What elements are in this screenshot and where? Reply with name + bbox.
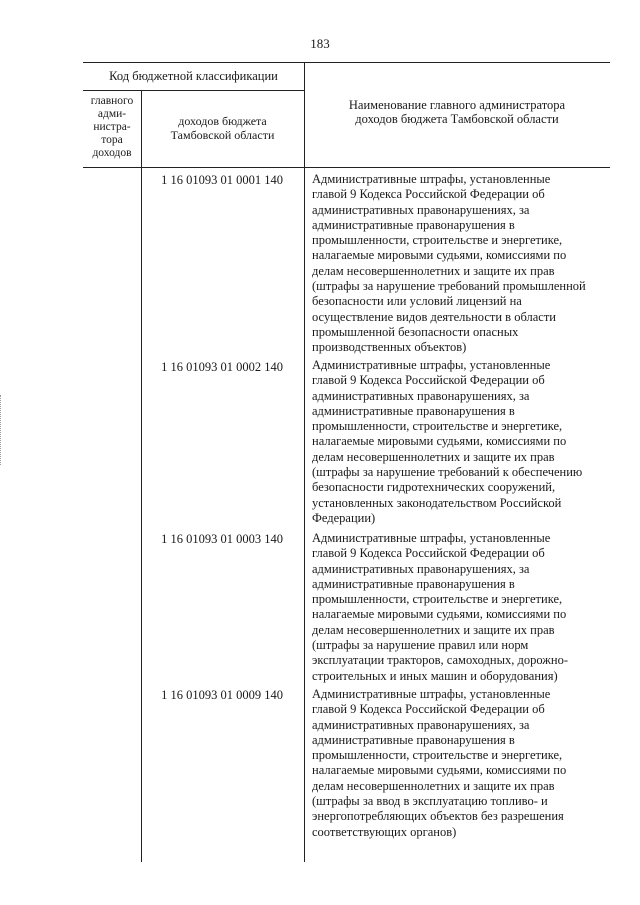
header-administrator-name: Наименование главного администратора доходов бюджета Тамбовской области: [348, 98, 566, 126]
header-group-title: Код бюджетной классификации: [109, 69, 278, 83]
revenue-code: 1 16 01093 01 0009 140: [161, 688, 283, 702]
header-admin-code: главного адми- нистра- тора доходов: [90, 95, 134, 159]
admin-column-divider: [141, 90, 142, 862]
margin-mark: [0, 395, 4, 465]
name-column-divider: [304, 62, 305, 862]
administrator-name: Административные штрафы, установленные главой 9 Кодекса Российской Федерации об административных правонарушениях, за административные правонарушения в промышленности, строительстве и энергетике, налагаемые мировыми судьями, комиссиями по делам несовершеннолетних и защите их прав (штрафы за нарушение правил или норм эксплуатации тракторов, самоходных, дорожно- строительных и иных машин и оборудования): [312, 531, 569, 683]
budget-code-table: [83, 62, 610, 862]
administrator-name: Административные штрафы, установленные главой 9 Кодекса Российской Федерации об административных правонарушениях, за административные правонарушения в промышленности, строительстве и энергетике, налагаемые мировыми судьями, комиссиями по делам несовершеннолетних и защите их прав (штрафы за ввод в эксплуатацию топливо- и энергопотребляющих объектов без разрешения соответствующих органов): [312, 687, 567, 839]
group-header-rule: [83, 90, 304, 91]
revenue-code: 1 16 01093 01 0003 140: [161, 532, 283, 546]
table-top-rule: [83, 62, 610, 63]
administrator-name: Административные штрафы, установленные главой 9 Кодекса Российской Федерации об административных правонарушениях, за административные правонарушения в промышленности, строительстве и энергетике, налагаемые мировыми судьями, комиссиями по делам несовершеннолетних и защите их прав (штрафы за нарушение требований промышленной безопасности или условий лицензий на осуществление видов деятельности в области промышленной безопасности опасных производственных объектов): [312, 172, 586, 355]
header-bottom-rule: [83, 167, 610, 168]
revenue-code: 1 16 01093 01 0001 140: [161, 173, 283, 187]
header-revenue-code: доходов бюджета Тамбовской области: [170, 114, 275, 142]
revenue-code: 1 16 01093 01 0002 140: [161, 360, 283, 374]
administrator-name: Административные штрафы, установленные главой 9 Кодекса Российской Федерации об административных правонарушениях, за административные правонарушения в промышленности, строительстве и энергетике, налагаемые мировыми судьями, комиссиями по делам несовершеннолетних и защите их прав (штрафы за нарушение требований к обеспечению безопасности гидротехнических сооружений, установленных законодательством Российской Федерации): [312, 358, 583, 525]
page-number: 183: [310, 36, 330, 51]
